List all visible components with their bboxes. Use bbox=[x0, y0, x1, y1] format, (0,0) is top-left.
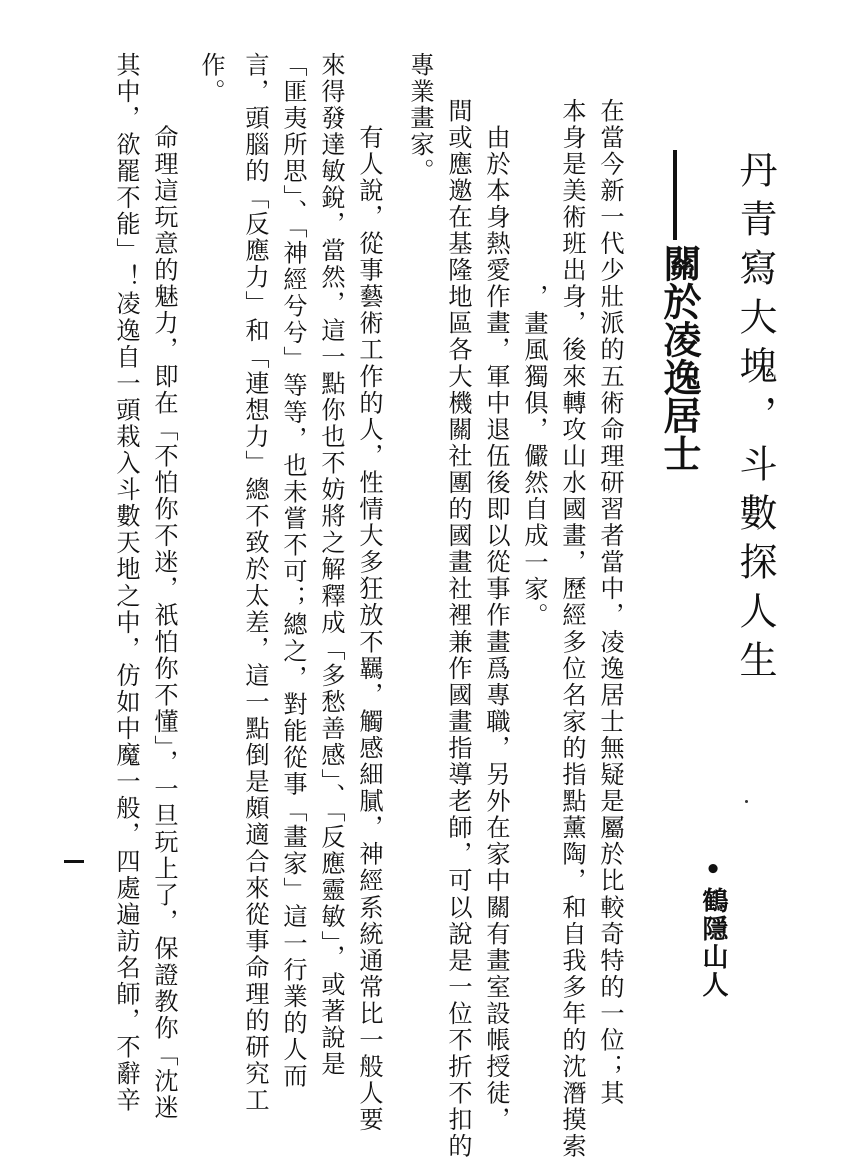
body-column-5: 間或應邀在基隆地區各大機關社團的國畫社裡兼作國畫指導老師，可以說是一位不折不扣的 bbox=[444, 98, 472, 1160]
page-number bbox=[64, 860, 84, 863]
body-column-2: 本身是美術班出身，後來轉攻山水國畫，歷經多位名家的指點薰陶，和自我多年的沈潛摸索 bbox=[558, 98, 586, 1160]
body-column-9: 「匪夷所思」、「神經兮兮」等等，也未嘗不可；總之，對能從事「畫家」這一行業的人而 bbox=[279, 52, 307, 1090]
article-subtitle: 關於凌逸居士 bbox=[657, 244, 701, 472]
body-column-7: 有人說，從事藝術工作的人，性情大多狂放不羈，觸感細膩，神經系統通常比一般人要 bbox=[355, 98, 383, 1134]
subtitle-dash bbox=[673, 150, 677, 240]
body-column-10: 言，頭腦的「反應力」和「連想力」總不致於太差，這一點倒是頗適合來從事命理的研究工 bbox=[241, 52, 269, 1114]
body-column-1: 在當今新一代少壯派的五術命理研習者當中，凌逸居士無疑是屬於比較奇特的一位；其 bbox=[596, 98, 624, 1107]
body-column-6: 專業畫家。 bbox=[406, 52, 434, 185]
author-byline: •鶴隱山人 bbox=[698, 855, 728, 999]
print-speck bbox=[745, 800, 748, 803]
article-title: 丹青寫大塊，斗數探人生 bbox=[733, 150, 777, 689]
body-column-11: 作。 bbox=[197, 52, 225, 106]
body-column-8: 來得發達敏銳，當然，這一點你也不妨將之解釋成「多愁善感」、「反應靈敏」，或著說是 bbox=[317, 52, 345, 1078]
body-column-12: 命理這玩意的魅力，即在「不怕你不迷，祇怕你不懂」，一旦玩上了，保證教你「沈迷 bbox=[150, 98, 178, 1122]
body-column-13: 其中，欲罷不能」！凌逸自一頭栽入斗數天地之中，仿如中魔一般，四處遍訪名師，不辭辛 bbox=[112, 52, 140, 1114]
body-column-4: 由於本身熱愛作畫，軍中退伍後即以從事作畫爲專職，另外在家中關有畫室設帳授徒， bbox=[482, 98, 510, 1134]
body-column-3: ，畫風獨俱，儼然自成一家。 bbox=[520, 284, 548, 630]
